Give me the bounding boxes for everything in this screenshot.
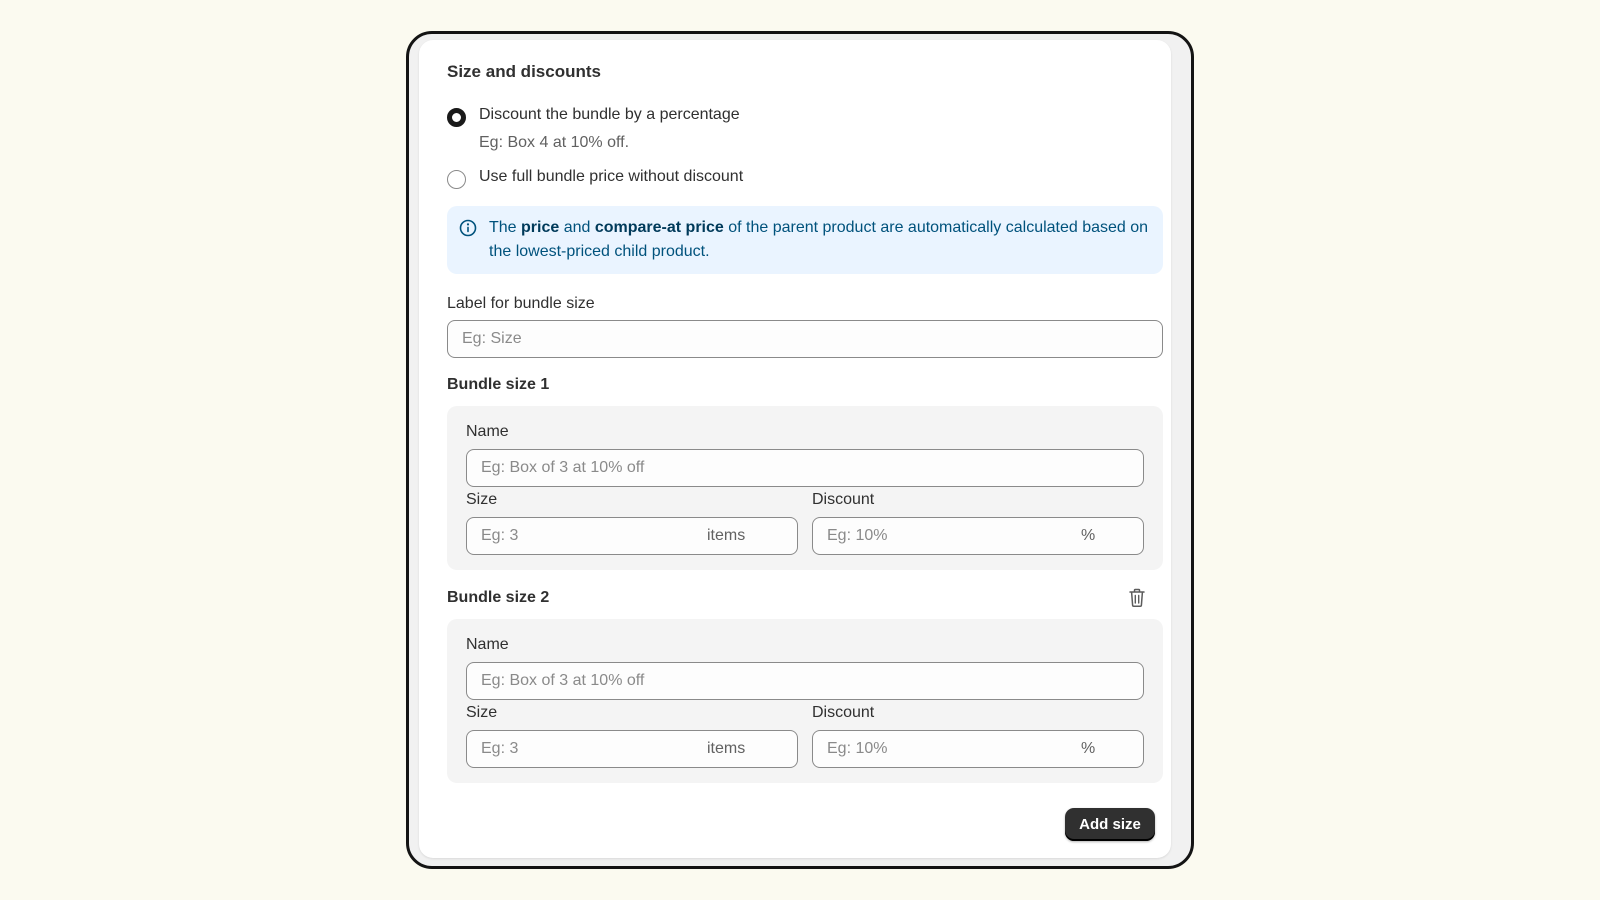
info-banner-text: The price and compare-at price of the parent product are automatically calculated based on the lowest-priced child product. <box>489 219 1149 260</box>
radio-discount-percentage[interactable] <box>447 108 466 127</box>
bundle-2-discount-suffix: % <box>1081 740 1096 757</box>
info-banner <box>447 206 1163 274</box>
bundle-1-discount-input[interactable] <box>812 517 1144 555</box>
bundle-2-name-input[interactable]: Eg: Box of 3 at 10% off <box>466 662 1144 700</box>
radio-full-price[interactable] <box>447 170 466 189</box>
bundle-2-size-input[interactable] <box>466 730 798 768</box>
bundle-2-discount-label: Discount <box>812 704 875 721</box>
bundle-1-discount-label: Discount <box>812 491 875 508</box>
bundle-2-discount-input[interactable] <box>812 730 1144 768</box>
bundle-size-2-panel <box>447 619 1163 783</box>
bundle-1-discount-placeholder: Eg: 10% <box>827 527 888 544</box>
bundle-1-discount-suffix: % <box>1081 527 1096 544</box>
radio-full-price-label[interactable]: Use full bundle price without discount <box>479 168 744 185</box>
bundle-2-name-label: Name <box>466 636 509 653</box>
device-frame <box>406 31 1194 869</box>
price-emphasis: price <box>521 219 560 236</box>
size-and-discounts-card <box>419 40 1171 858</box>
bundle-1-size-placeholder: Eg: 3 <box>481 527 519 544</box>
add-size-button[interactable]: Add size <box>1065 808 1155 841</box>
bundle-2-size-placeholder: Eg: 3 <box>481 740 519 757</box>
bundle-size-label-title: Label for bundle size <box>447 295 595 312</box>
bundle-size-1-panel <box>447 406 1163 570</box>
bundle-1-size-input[interactable] <box>466 517 798 555</box>
bundle-1-name-input[interactable]: Eg: Box of 3 at 10% off <box>466 449 1144 487</box>
section-title: Size and discounts <box>447 62 601 81</box>
bundle-1-size-label: Size <box>466 491 498 508</box>
info-icon <box>459 219 477 237</box>
bundle-1-name-label: Name <box>466 423 509 440</box>
bundle-2-discount-placeholder: Eg: 10% <box>827 740 888 757</box>
bundle-size-1-title: Bundle size 1 <box>447 376 550 393</box>
radio-discount-percentage-help: Eg: Box 4 at 10% off. <box>479 134 630 151</box>
radio-discount-percentage-label[interactable]: Discount the bundle by a percentage <box>479 106 740 123</box>
bundle-2-size-label: Size <box>466 704 498 721</box>
bundle-2-size-suffix: items <box>707 740 746 757</box>
bundle-1-size-suffix: items <box>707 527 746 544</box>
trash-icon[interactable] <box>1128 588 1146 608</box>
bundle-size-2-title: Bundle size 2 <box>447 589 550 606</box>
compare-at-price-emphasis: compare-at price <box>594 219 724 236</box>
bundle-size-label-input[interactable]: Eg: Size <box>447 320 1163 358</box>
